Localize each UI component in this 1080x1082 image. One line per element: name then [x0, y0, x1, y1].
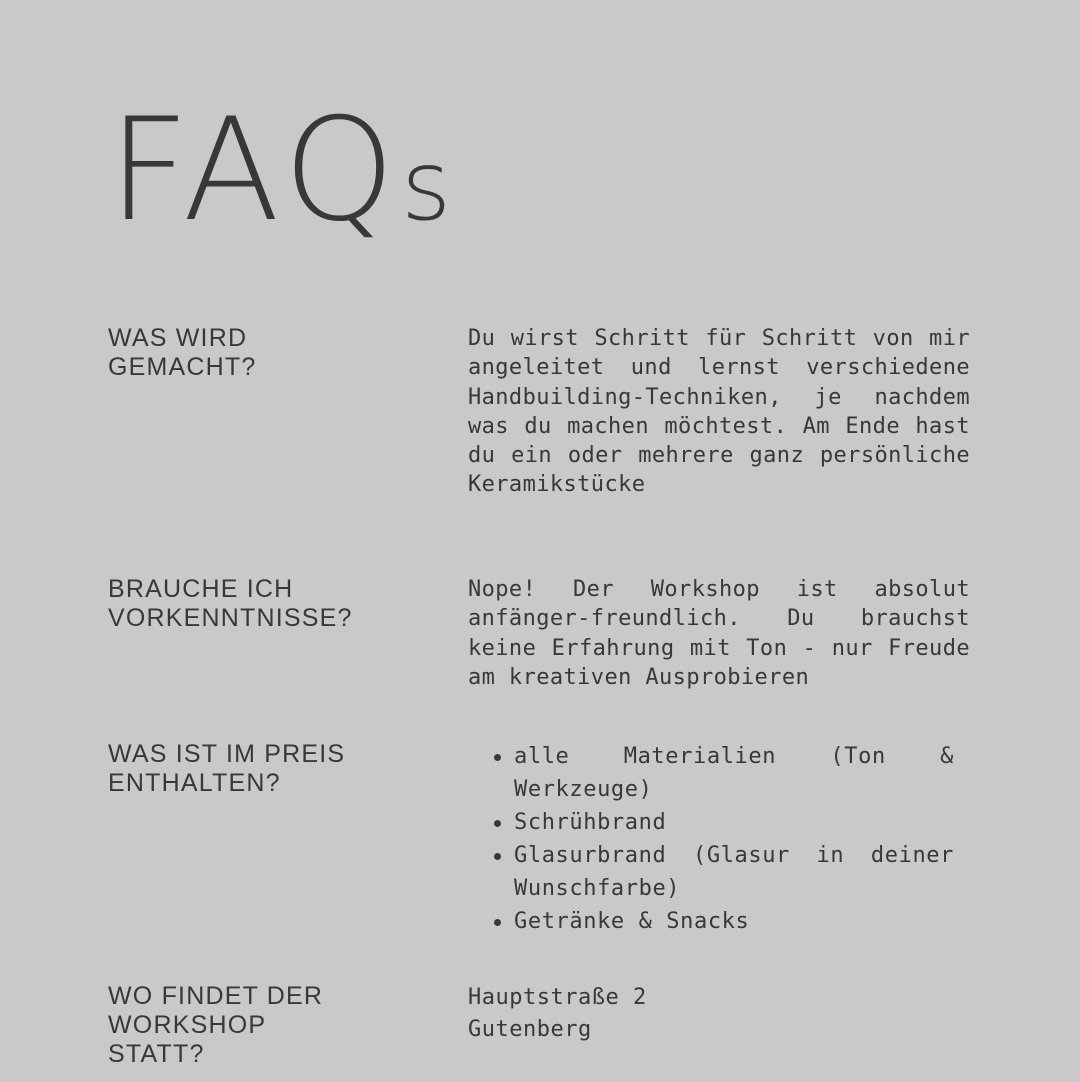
included-items-list [488, 740, 954, 938]
faq-question: WO FINDET DER WORKSHOP STATT? [108, 982, 324, 1068]
bullet-icon [494, 853, 501, 860]
page-title [108, 88, 452, 253]
faq-answer: Nope! Der Workshop ist absolut anfänger-freundlich. Du brauchst keine Erfahrung mit Ton - nur Freude am kreativen Ausprobieren [468, 577, 970, 690]
list-item [514, 905, 954, 938]
workshop-address [468, 982, 968, 1046]
faq-question: BRAUCHE ICH VORKENNTNISSE? [108, 575, 353, 632]
list-item-text: Glasurbrand (Glasur in deiner Wunschfarbe) [514, 843, 954, 901]
bullet-icon [494, 820, 501, 827]
list-item [514, 839, 954, 905]
faq-question: WAS IST IM PREIS ENTHALTEN? [108, 740, 346, 797]
faq-question: WAS WIRD GEMACHT? [108, 324, 257, 381]
list-item [514, 740, 954, 806]
bullet-icon [494, 919, 501, 926]
bullet-icon [494, 754, 501, 761]
faq-answer: Du wirst Schritt für Schritt von mir angeleitet und lernst verschiedene Handbuilding-Techniken, je nachdem was du machen möchtest. Am Ende hast du ein oder mehrere ganz persönliche Keramikstücke [468, 326, 970, 498]
page-title-suffix: s [401, 130, 452, 242]
list-item-text: alle Materialien (Ton & Werkzeuge) [514, 744, 954, 802]
list-item-text: Getränke & Snacks [514, 909, 750, 934]
address-street: Hauptstraße 2 [468, 985, 647, 1010]
address-city: Gutenberg [468, 1017, 592, 1042]
page-title-main: FAQ [108, 88, 402, 253]
list-item-text: Schrühbrand [514, 810, 667, 835]
list-item [514, 806, 954, 839]
